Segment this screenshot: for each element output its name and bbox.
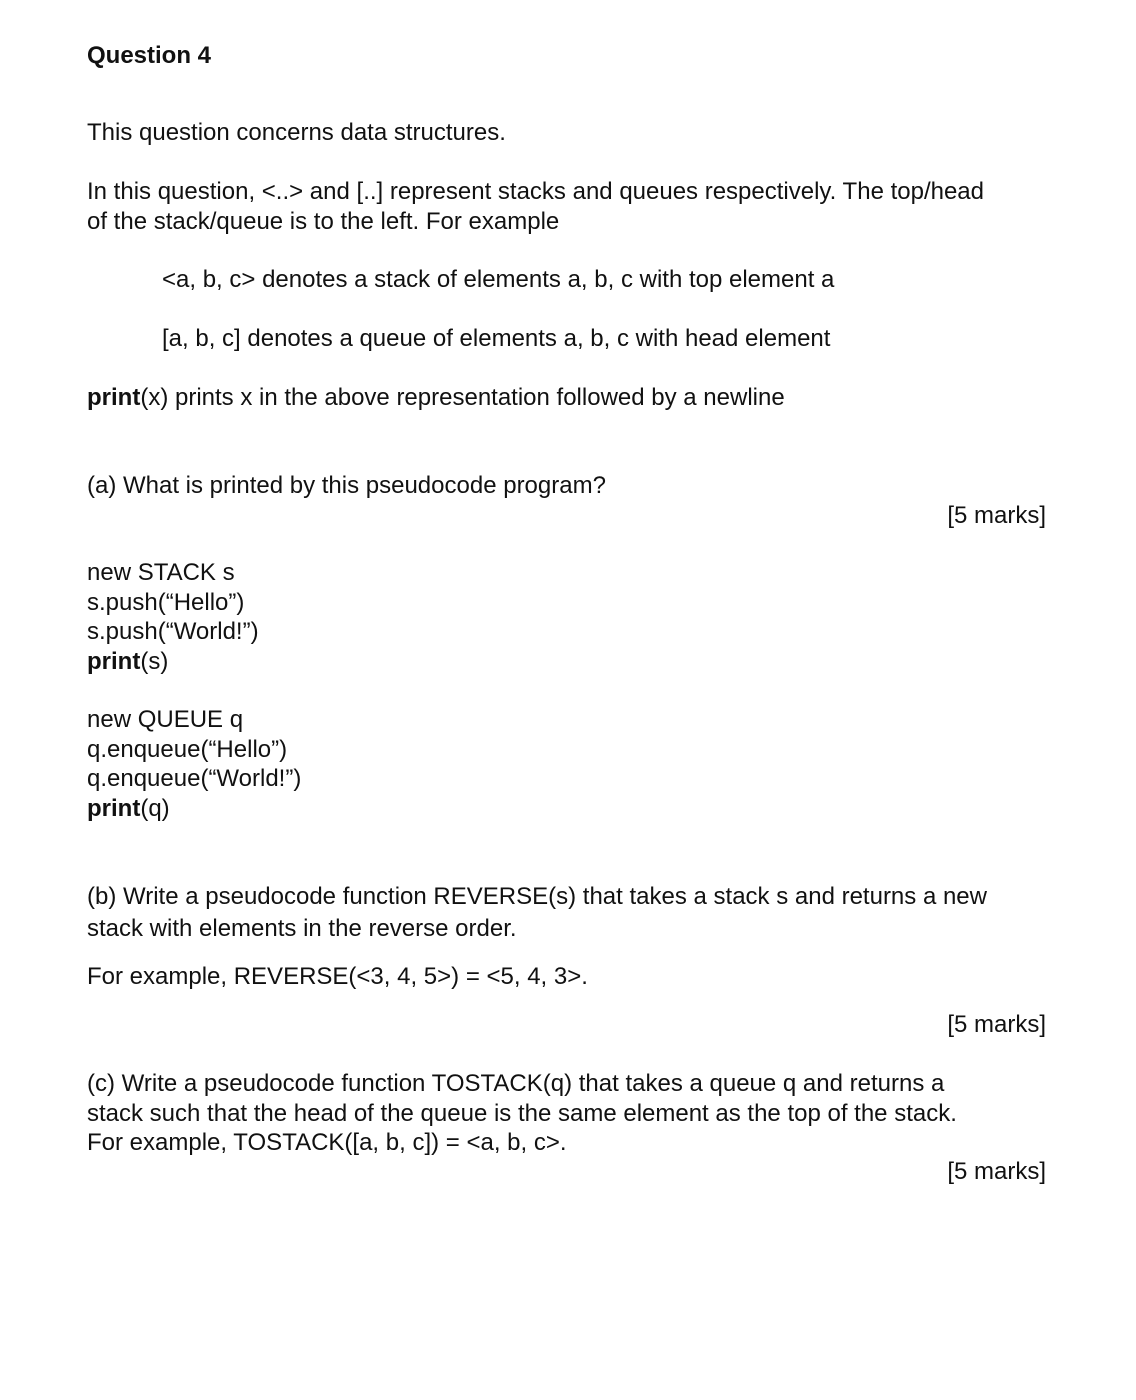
part-a-prompt: (a) What is printed by this pseudocode program?	[87, 472, 606, 499]
example-queue: [a, b, c] denotes a queue of elements a, b, c with head element	[162, 325, 831, 352]
code-stack-line-3: s.push(“World!”)	[87, 618, 259, 645]
part-b-prompt-line-1: (b) Write a pseudocode function REVERSE(s) that takes a stack s and returns a new	[87, 883, 987, 910]
code-queue-line-3: q.enqueue(“World!”)	[87, 765, 302, 792]
code-queue-line-2: q.enqueue(“Hello”)	[87, 736, 288, 763]
intro-text: This question concerns data structures.	[87, 119, 506, 146]
print-keyword: print	[87, 384, 141, 411]
code-stack-line-2: s.push(“Hello”)	[87, 589, 245, 616]
question-title: Question 4	[87, 42, 212, 69]
code-print-keyword: print	[87, 795, 141, 822]
code-queue-print	[87, 794, 170, 824]
print-description	[87, 383, 785, 413]
part-c-prompt-line-1: (c) Write a pseudocode function TOSTACK(q) that takes a queue q and returns a	[87, 1070, 945, 1097]
code-stack-print	[87, 647, 168, 677]
part-c-marks: [5 marks]	[947, 1158, 1046, 1185]
print-desc-text: (x) prints x in the above representation followed by a newline	[140, 384, 785, 411]
example-stack: <a, b, c> denotes a stack of elements a, b, c with top element a	[162, 266, 835, 293]
notation-line-2: of the stack/queue is to the left. For example	[87, 208, 560, 235]
code-print-arg: (q)	[140, 795, 170, 822]
part-c-prompt-line-2: stack such that the head of the queue is the same element as the top of the stack.	[87, 1100, 957, 1127]
code-queue-line-1: new QUEUE q	[87, 706, 244, 733]
code-print-keyword: print	[87, 648, 141, 675]
part-b-example: For example, REVERSE(<3, 4, 5>) = <5, 4, 3>.	[87, 963, 588, 990]
code-stack-line-1: new STACK s	[87, 559, 235, 586]
part-c-prompt-line-3: For example, TOSTACK([a, b, c]) = <a, b, c>.	[87, 1129, 567, 1156]
part-b-prompt-line-2: stack with elements in the reverse order.	[87, 915, 517, 942]
code-print-arg: (s)	[140, 648, 169, 675]
part-b-marks: [5 marks]	[947, 1011, 1046, 1038]
notation-line-1: In this question, <..> and [..] represent stacks and queues respectively. The top/head	[87, 178, 984, 205]
part-a-marks: [5 marks]	[947, 502, 1046, 529]
